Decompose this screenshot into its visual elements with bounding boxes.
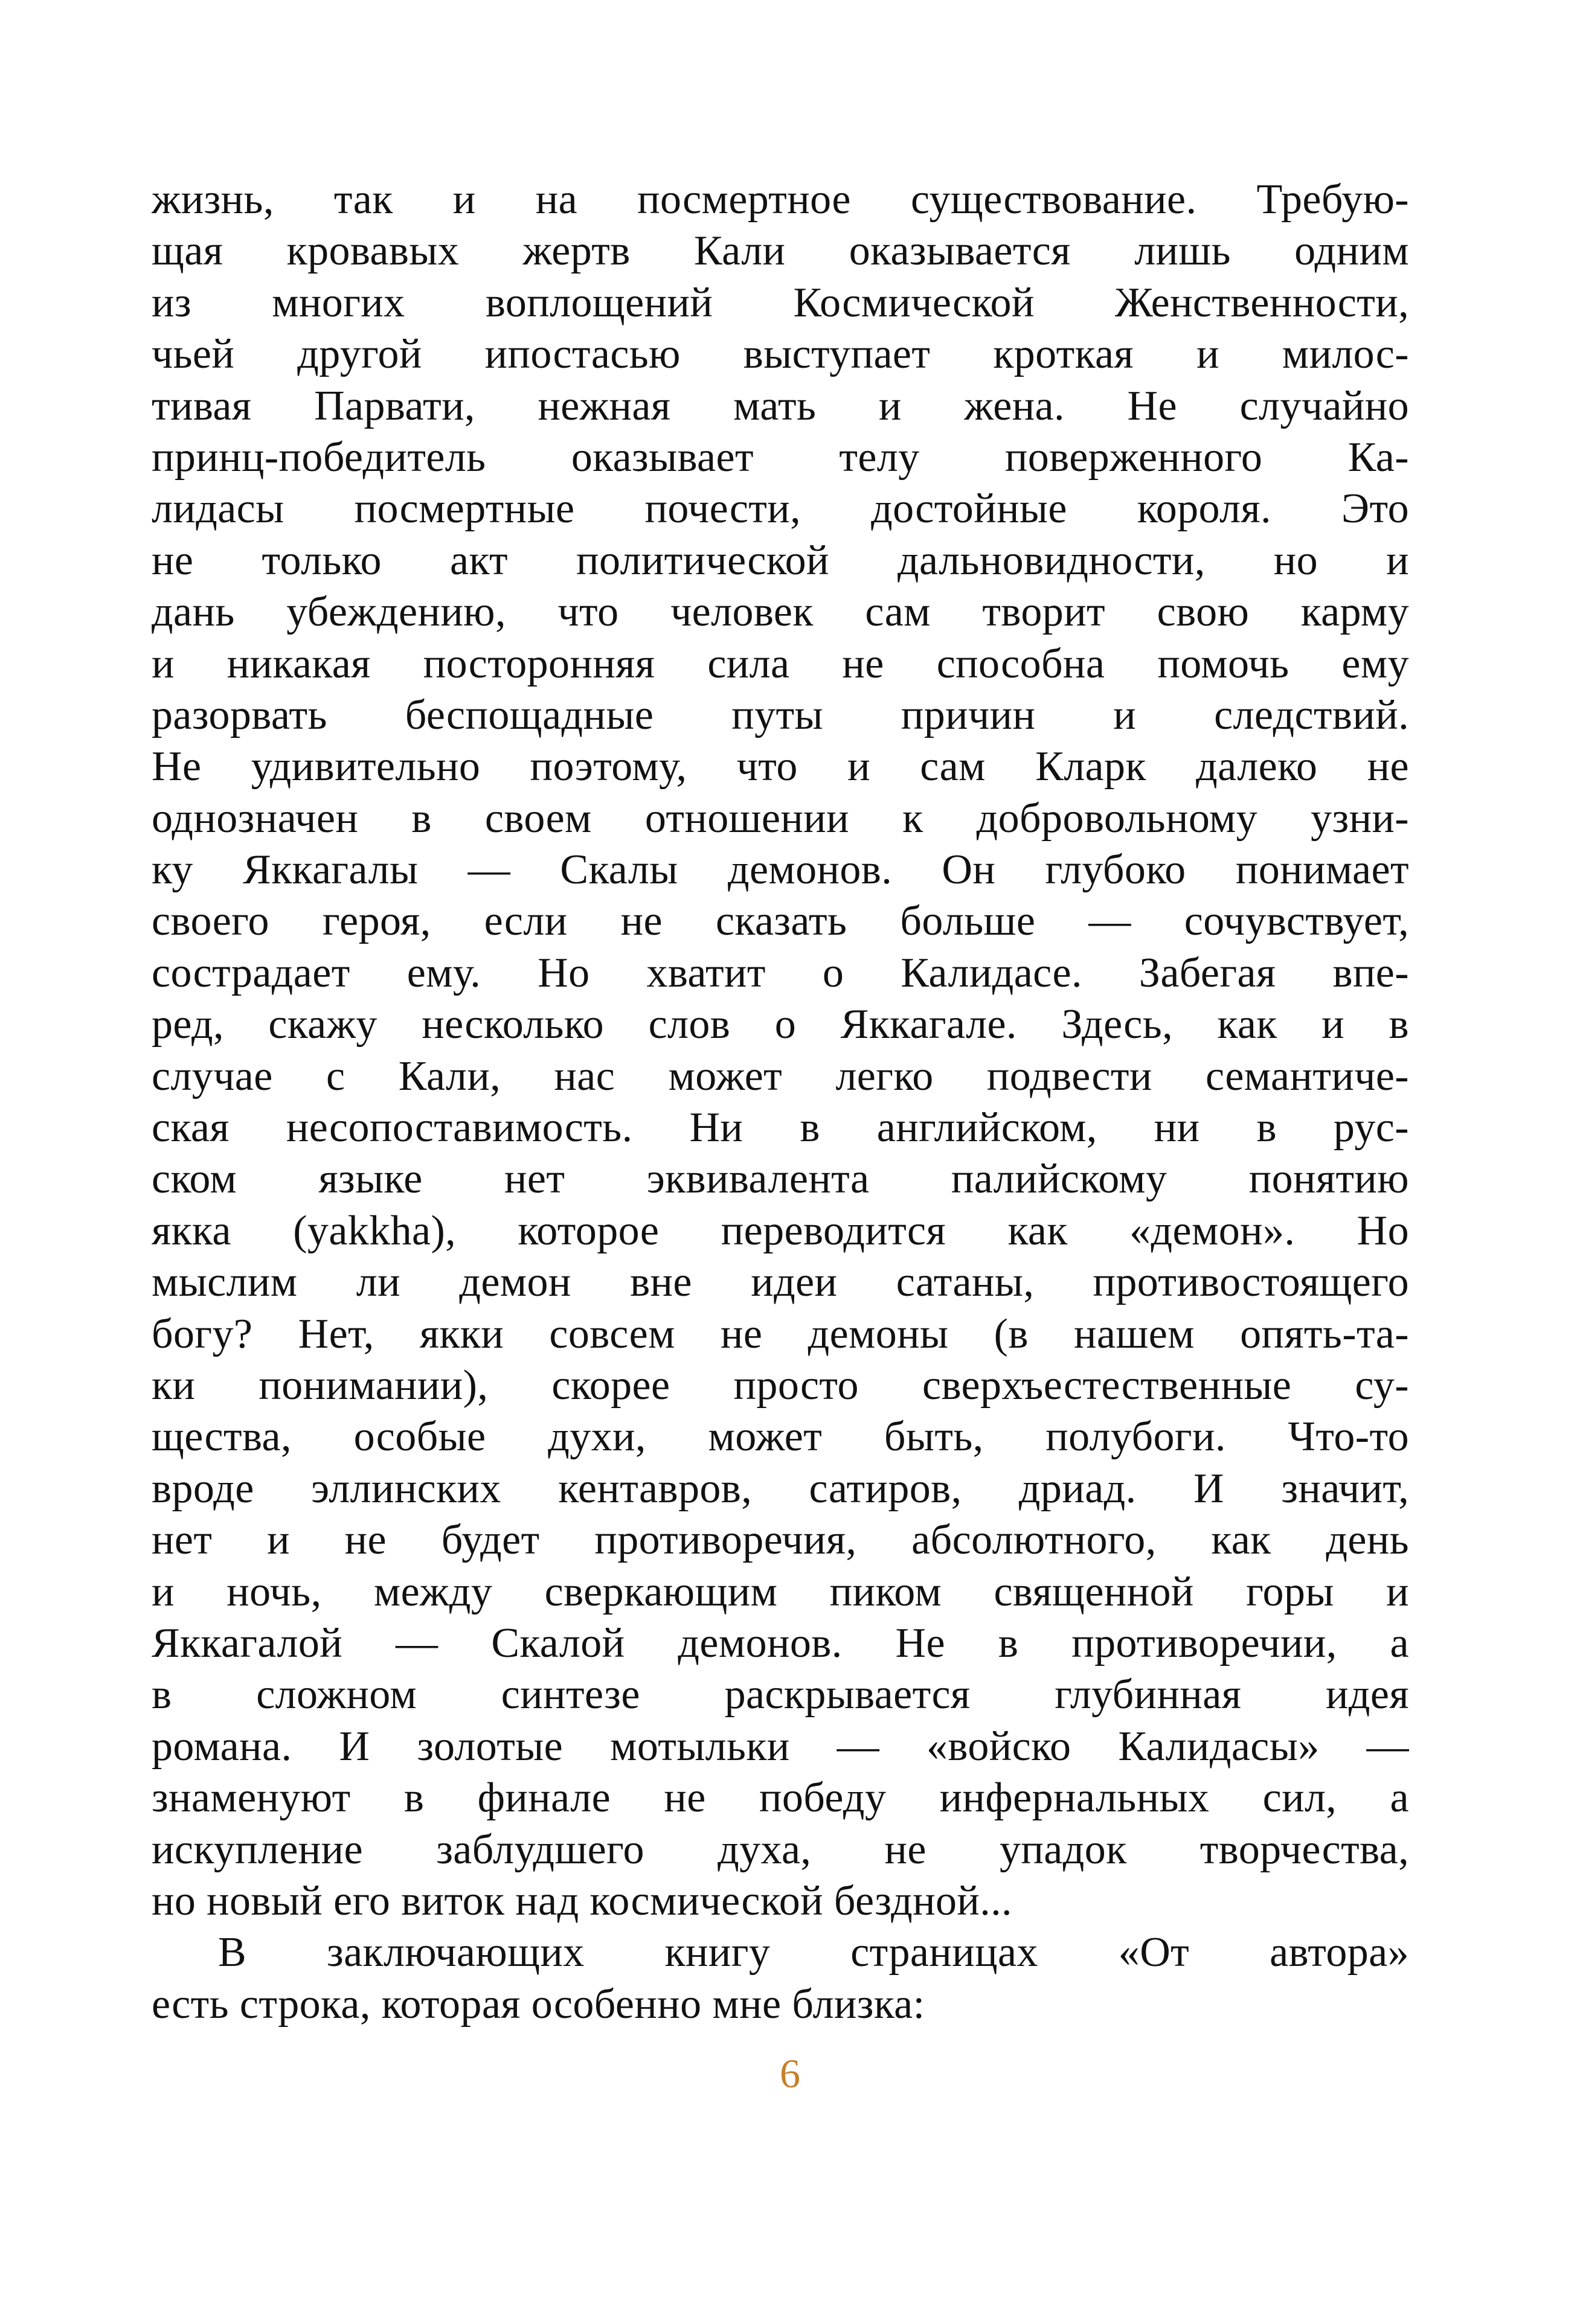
text-line: нет и не будет противоречия, абсолютного, как день [152,1517,1409,1564]
text-line: В заключающих книгу страницах «От автора» [218,1929,1409,1976]
text-line: щая кровавых жертв Кали оказывается лишь одним [152,228,1409,275]
text-line: богу? Нет, якки совсем не демоны (в нашем опять-та- [152,1310,1409,1357]
body-text [152,174,1409,2030]
text-line: дань убеждению, что человек сам творит свою карму [152,589,1409,636]
text-line: якка (yakkha), которое переводится как «демон». Но [152,1207,1409,1254]
text-line: ку Яккагалы — Скалы демонов. Он глубоко понимает [152,847,1409,894]
text-line: мыслим ли демон вне идеи сатаны, противостоящего [152,1259,1409,1306]
text-line: сострадает ему. Но хватит о Калидасе. Забегая впе- [152,949,1409,996]
text-line: ред, скажу несколько слов о Яккагале. Здесь, как и в [152,1001,1409,1048]
text-line: однозначен в своем отношении к добровольному узни- [152,795,1409,842]
text-line: не только акт политической дальновидности, но и [152,537,1409,584]
text-line: вроде эллинских кентавров, сатиров, дриад. И значит, [152,1465,1409,1512]
text-line: разорвать беспощадные путы причин и следствий. [152,691,1409,738]
text-line: и ночь, между сверкающим пиком священной горы и [152,1568,1409,1615]
text-line: но новый его виток над космической бездной... [152,1877,1012,1924]
text-line: чьей другой ипостасью выступает кроткая и милос- [152,331,1409,378]
page-number: 6 [780,2050,800,2096]
text-line: Яккагалой — Скалой демонов. Не в противоречии, а [152,1619,1409,1666]
text-line: ском языке нет эквивалента палийскому понятию [152,1156,1409,1203]
text-line: есть строка, которая особенно мне близка: [152,1980,925,2028]
text-line: лидасы посмертные почести, достойные короля. Это [152,485,1409,533]
text-line: ки понимании), скорее просто сверхъестественные су- [152,1362,1409,1409]
text-line: щества, особые духи, может быть, полубоги. Что-то [152,1413,1409,1461]
text-line: искупление заблудшего духа, не упадок творчества, [152,1826,1409,1873]
text-line: своего героя, если не сказать больше — сочувствует, [152,898,1409,945]
text-line: и никакая посторонняя сила не способна помочь ему [152,640,1409,687]
text-line: Не удивительно поэтому, что и сам Кларк далеко не [152,743,1409,790]
text-line: тивая Парвати, нежная мать и жена. Не случайно [152,382,1409,429]
text-line: принц-победитель оказывает телу поверженного Ка- [152,434,1409,481]
text-line: ская несопоставимость. Ни в английском, ни в рус- [152,1104,1409,1151]
text-line: из многих воплощений Космической Женственности, [152,279,1409,326]
text-line: случае с Кали, нас может легко подвести семантиче- [152,1052,1409,1100]
text-line: жизнь, так и на посмертное существование. Требую- [152,176,1409,223]
paragraph-2 [152,1927,1409,2030]
paragraph-1 [152,174,1409,1927]
text-line: романа. И золотые мотыльки — «войско Калидасы» — [152,1723,1409,1770]
text-line: в сложном синтезе раскрывается глубинная идея [152,1671,1409,1718]
text-line: знаменуют в финале не победу инфернальных сил, а [152,1775,1409,1822]
